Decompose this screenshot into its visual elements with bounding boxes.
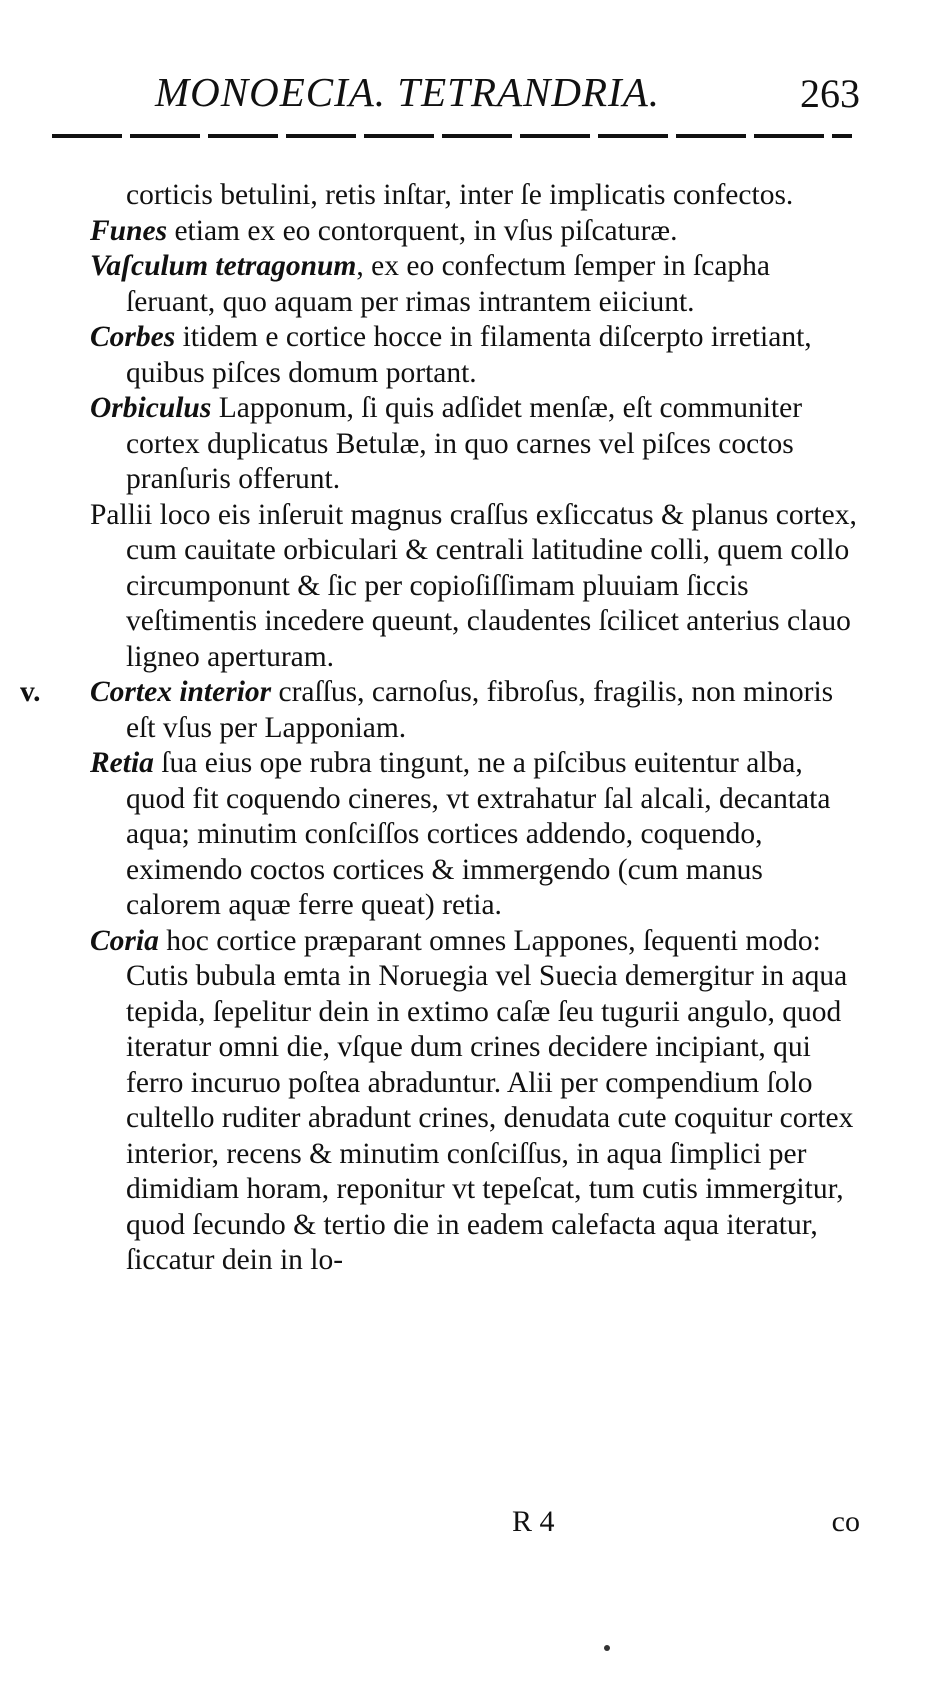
paragraph (90, 924, 860, 1279)
paragraph-text: , ex eo confectum ſemper in ſcapha ſeruant, quo aquam per rimas intrantem eiiciunt. (126, 250, 771, 318)
paragraph (90, 249, 860, 320)
paragraph-text: Lapponum, ſi quis adſidet menſæ, eſt communiter cortex duplicatus Betulæ, in quo carnes vel piſces coctos pranſuris offerunt. (126, 392, 803, 495)
paragraph (90, 178, 860, 214)
paragraph (90, 320, 860, 391)
paragraph-text: hoc cortice præparant omnes Lappones, ſequenti modo: Cutis bubula emta in Noruegia vel Suecia demergitur in aqua tepida, ſepelitur dein in extimo caſæ ſeu tugurii angulo, quod iteratur omni die, vſque dum crines decidere incipiant, qui ferro incuruo poſtea abraduntur. Alii per compendium ſolo cultello ruditer abradunt crines, denudata cute coquitur cortex interior, recens & minutim conſciſſus, in aqua ſimplici per dimidiam horam, reponitur vt tepeſcat, tum cutis immergitur, quod ſecundo & tertio die in eadem calefacta aqua iteratur, ſiccatur dein in lo- (126, 924, 854, 1276)
print-speck (604, 1645, 610, 1651)
paragraph-lead: Retia (90, 747, 154, 779)
paragraph-text: Pallii loco eis inſeruit magnus craſſus exſiccatus & planus cortex, cum cauitate orbiculari & centrali latitudine colli, quem collo circumponunt & ſic per copioſiſſimam pluuiam ſiccis veſtimentis incedere queunt, claudentes ſcilicet anterius clauo ligneo aperturam. (90, 498, 857, 673)
paragraph-lead: Orbiculus (90, 392, 212, 424)
signature-mark: R 4 (512, 1505, 555, 1538)
paragraph-text: craſſus, carnoſus, fibroſus, fragilis, non minoris eſt vſus per Lapponiam. (126, 676, 834, 744)
paragraph (90, 498, 860, 676)
running-header (60, 68, 860, 128)
paragraph-lead: Funes (90, 214, 168, 247)
paragraph-text: ſua eius ope rubra tingunt, ne a piſcibus euitentur alba, quod fit coquendo cineres, vt extrahatur ſal alcali, decantata aqua; minutim conſciſſos cortices addendo, coquendo, eximendo coctos cortices & immergendo (cum manus calorem aquæ ferre queat) retia. (126, 747, 831, 921)
paragraph-lead: Cortex interior (90, 676, 272, 708)
paragraph-text: itidem e cortice hocce in filamenta diſcerpto irretiant, quibus piſces domum portant. (126, 321, 812, 389)
header-rule (52, 134, 852, 138)
paragraph (90, 746, 860, 924)
main-text (20, 178, 860, 1279)
paragraph: v. Cortex interior craſſus, carnoſus, fibroſus, fragilis, non minoris eſt vſus per Lapponiam. (20, 676, 834, 744)
running-title: MONOECIA. TETRANDRIA. (155, 69, 660, 115)
paragraph-lead: Corbes (90, 321, 176, 353)
catchword: co (831, 1505, 860, 1538)
page-number: 263 (800, 71, 860, 116)
paragraph (90, 391, 860, 498)
paragraph (90, 214, 860, 250)
paragraph-lead: Coria (90, 924, 159, 957)
paragraph-text: etiam ex eo contorquent, in vſus piſcaturæ. (167, 214, 678, 247)
page-footer (90, 1505, 860, 1545)
paragraph-text: corticis betulini, retis inſtar, inter ſe implicatis confectos. (126, 179, 794, 211)
paragraph-lead: Vaſculum tetragonum (90, 250, 357, 282)
